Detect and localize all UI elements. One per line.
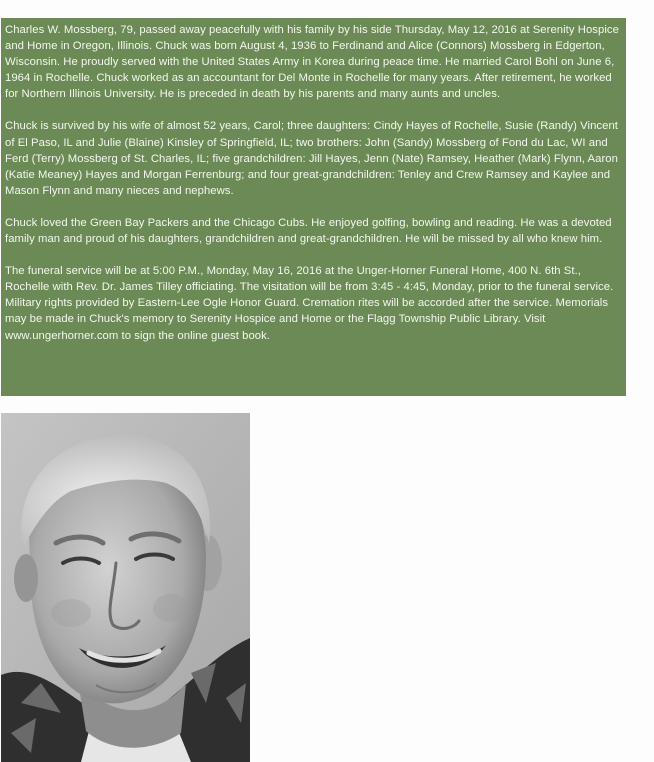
obituary-paragraph-interests: Chuck loved the Green Bay Packers and the Chicago Cubs. He enjoyed golfing, bowling and reading. He was a devoted family man and proud of his daughters, grandchildren and great-grandchildren. He will be missed by all who knew him.: [5, 216, 612, 246]
obituary-paragraph-biography: Charles W. Mossberg, 79, passed away peacefully with his family by his side Thursday, May 12, 2016 at Serenity Hospice and Home in Oregon, Illinois. Chuck was born August 4, 1936 to Ferdinand and Alice (Connors) Mossberg in Edgerton, Wisconsin. He proudly served with the United States Army in Korea during peace time. He married Carol Bohl on June 6, 1964 in Rochelle. Chuck worked as an accountant for Del Monte in Rochelle for many years. After retirement, he worked for Northern Illinois University. He is preceded in death by his parents and many aunts and uncles.: [5, 24, 619, 101]
obituary-text-panel: [1, 18, 626, 396]
obituary-paragraph-service: The funeral service will be at 5:00 P.M., Monday, May 16, 2016 at the Unger-Horner Funeral Home, 400 N. 6th St., Rochelle with Rev. Dr. James Tilley officiating. The visitation will be from 3:45 - 4:45, Monday, prior to the funeral service. Military rights provided by Eastern-Lee Ogle Honor Guard. Cremation rites will be accorded after the service. Memorials may be made in Chuck's memory to Serenity Hospice and Home or the Flagg Township Public Library. Visit www.ungerhorner.com to sign the online guest book.: [5, 265, 614, 342]
obituary-paragraph-survivors: Chuck is survived by his wife of almost 52 years, Carol; three daughters: Cindy Hayes of Rochelle, Susie (Randy) Vincent of El Paso, IL and Julie (Blaine) Kinsley of Springfield, IL; two brothers: John (Sandy) Mossberg of Fond du Lac, WI and Ferd (Terry) Mossberg of St. Charles, IL; five grandchildren: Jill Hayes, Jenn (Nate) Ramsey, Heather (Mark) Flynn, Aaron (Katie Meaney) Hayes and Morgan Ferrenburg; and four great-grandchildren: Tenley and Crew Ramsey and Kaylee and Mason Flynn and many nieces and nephews.: [5, 120, 618, 197]
portrait-photo: [1, 413, 250, 762]
